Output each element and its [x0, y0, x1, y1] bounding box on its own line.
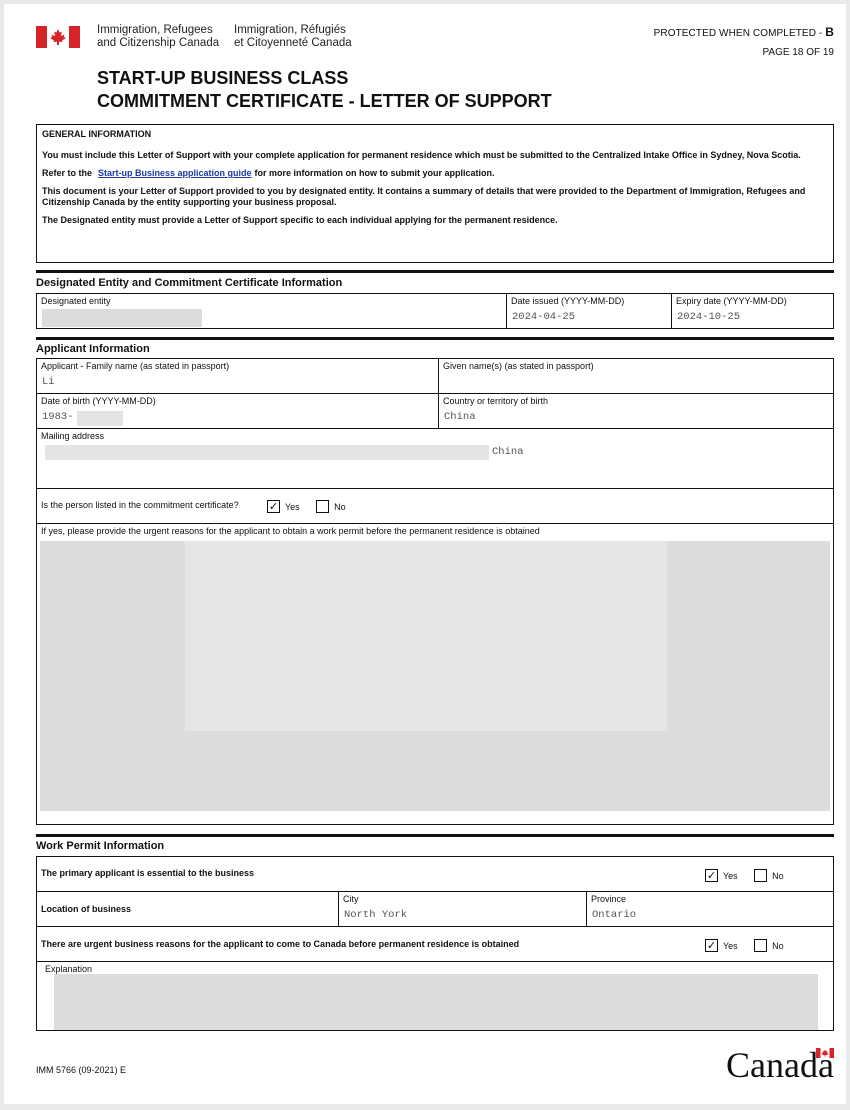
- given-name-field[interactable]: Given name(s) (as stated in passport): [438, 358, 834, 394]
- general-heading: GENERAL INFORMATION: [42, 129, 152, 139]
- date-issued-field[interactable]: Date issued (YYYY-MM-DD) 2024-04-25: [506, 293, 672, 329]
- general-para-1: You must include this Letter of Support with your complete application for permanent residence which must be submitted to the Centralized Intake Office in Sydney, Nova Scotia.: [42, 150, 801, 160]
- explanation-field[interactable]: Explanation: [36, 961, 834, 1031]
- department-name-en: Immigration, Refugees and Citizenship Canada: [97, 24, 220, 49]
- designated-entity-field[interactable]: Designated entity: [36, 293, 507, 329]
- section-rule: [36, 337, 834, 340]
- urgent-no-checkbox[interactable]: [754, 939, 767, 952]
- listed-question-row: Is the person listed in the commitment certificate? ✓ Yes No: [36, 488, 834, 524]
- redacted-block: [45, 445, 489, 460]
- applicant-section-title: Applicant Information: [36, 343, 150, 355]
- general-para-2: Refer to the Start-up Business application guide for more information on how to submit your application.: [42, 168, 495, 178]
- essential-row: The primary applicant is essential to the business ✓ Yes No: [36, 856, 834, 892]
- section-rule: [36, 270, 834, 273]
- protected-notice: PROTECTED WHEN COMPLETED - B: [653, 25, 834, 39]
- city-field[interactable]: City North York: [338, 891, 587, 927]
- canada-wordmark: Canada: [726, 1045, 834, 1085]
- urgent-yes-checkbox[interactable]: ✓: [706, 940, 717, 953]
- guide-link[interactable]: Start-up Business application guide: [98, 168, 252, 178]
- location-label: Location of business: [41, 904, 132, 914]
- redacted-block: [77, 411, 123, 426]
- department-name-fr: Immigration, Réfugiés et Citoyenneté Canada: [234, 24, 352, 49]
- urgent-business-question: There are urgent business reasons for the applicant to come to Canada before permanent residence is obtained: [41, 939, 520, 949]
- essential-yes-checkbox[interactable]: ✓: [706, 870, 717, 883]
- section-rule: [36, 834, 834, 837]
- page-number: PAGE 18 OF 19: [762, 47, 834, 58]
- entity-section-title: Designated Entity and Commitment Certificate Information: [36, 277, 343, 289]
- date-of-birth-field[interactable]: Date of birth (YYYY-MM-DD) 1983-: [36, 393, 439, 429]
- canada-flag-icon: [36, 26, 80, 48]
- listed-no-checkbox[interactable]: [316, 500, 329, 513]
- listed-yes-checkbox[interactable]: ✓: [268, 501, 279, 514]
- essential-question: The primary applicant is essential to the business: [41, 868, 255, 878]
- redacted-block: [42, 309, 202, 327]
- expiry-date-field[interactable]: Expiry date (YYYY-MM-DD) 2024-10-25: [671, 293, 834, 329]
- general-para-4: The Designated entity must provide a Letter of Support specific to each individual applying for the permanent residence.: [42, 215, 558, 225]
- form-page: [4, 4, 846, 1104]
- redacted-block: [185, 541, 667, 731]
- listed-question: Is the person listed in the commitment certificate?: [41, 500, 239, 510]
- country-of-birth-field[interactable]: Country or territory of birth China: [438, 393, 834, 429]
- page-title: START-UP BUSINESS CLASS COMMITMENT CERTIFICATE - LETTER OF SUPPORT: [97, 68, 552, 111]
- general-para-3: This document is your Letter of Support provided to you by designated entity. It contains a summary of details that were provided to the Department of Immigration, Refugees and Citizenship Canada by the entity supporting your business proposal.: [42, 186, 806, 207]
- province-field[interactable]: Province Ontario: [586, 891, 834, 927]
- general-information-box: [36, 124, 834, 263]
- urgent-business-row: There are urgent business reasons for the applicant to come to Canada before permanent residence is obtained ✓ Yes No: [36, 926, 834, 962]
- form-number: IMM 5766 (09-2021) E: [36, 1065, 127, 1075]
- work-section-title: Work Permit Information: [36, 840, 165, 852]
- essential-no-checkbox[interactable]: [754, 869, 767, 882]
- location-row: [36, 891, 339, 927]
- family-name-field[interactable]: Applicant - Family name (as stated in passport) Li: [36, 358, 439, 394]
- urgent-reasons-field[interactable]: If yes, please provide the urgent reasons for the applicant to obtain a work permit before the permanent residence is obtained: [36, 523, 834, 825]
- mailing-address-field[interactable]: Mailing address China: [36, 428, 834, 489]
- redacted-block: [54, 974, 818, 1030]
